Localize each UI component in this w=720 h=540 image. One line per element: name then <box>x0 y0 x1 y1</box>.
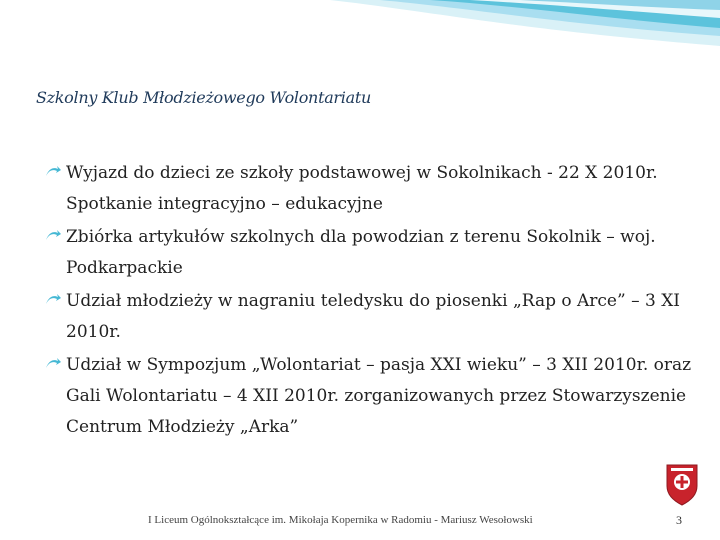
bullet-arrow-icon <box>44 164 62 180</box>
bullet-text: Wyjazd do dzieci ze szkoły podstawowej w Sokolnikach - 22 X 2010r. Spotkanie integracyjno – edukacyjne <box>66 163 658 214</box>
slide-title: Szkolny Klub Młodzieżowego Wolontariatu <box>36 88 371 107</box>
bullet-arrow-icon <box>44 228 62 244</box>
bullet-item <box>44 222 694 284</box>
bullet-list <box>44 158 694 445</box>
bullet-arrow-icon <box>44 292 62 308</box>
footer-text: I Liceum Ogólnokształcące im. Mikołaja Kopernika w Radomiu - Mariusz Wesołowski <box>148 514 533 526</box>
bullet-text: Udział młodzieży w nagraniu teledysku do piosenki „Rap o Arce” – 3 XI 2010r. <box>66 291 681 342</box>
header-wave-decoration <box>0 0 720 70</box>
bullet-item <box>44 286 694 348</box>
page-number: 3 <box>676 513 682 527</box>
bullet-item <box>44 158 694 220</box>
school-logo-icon <box>664 462 700 506</box>
bullet-arrow-icon <box>44 356 62 372</box>
bullet-text: Zbiórka artykułów szkolnych dla powodzian z terenu Sokolnik – woj. Podkarpackie <box>66 227 656 278</box>
bullet-item <box>44 350 694 443</box>
bullet-text: Udział w Sympozjum „Wolontariat – pasja XXI wieku” – 3 XII 2010r. oraz Gali Wolontariatu – 4 XII 2010r. zorganizowanych przez Stowarzyszenie Centrum Młodzieży „Arka” <box>66 355 692 437</box>
